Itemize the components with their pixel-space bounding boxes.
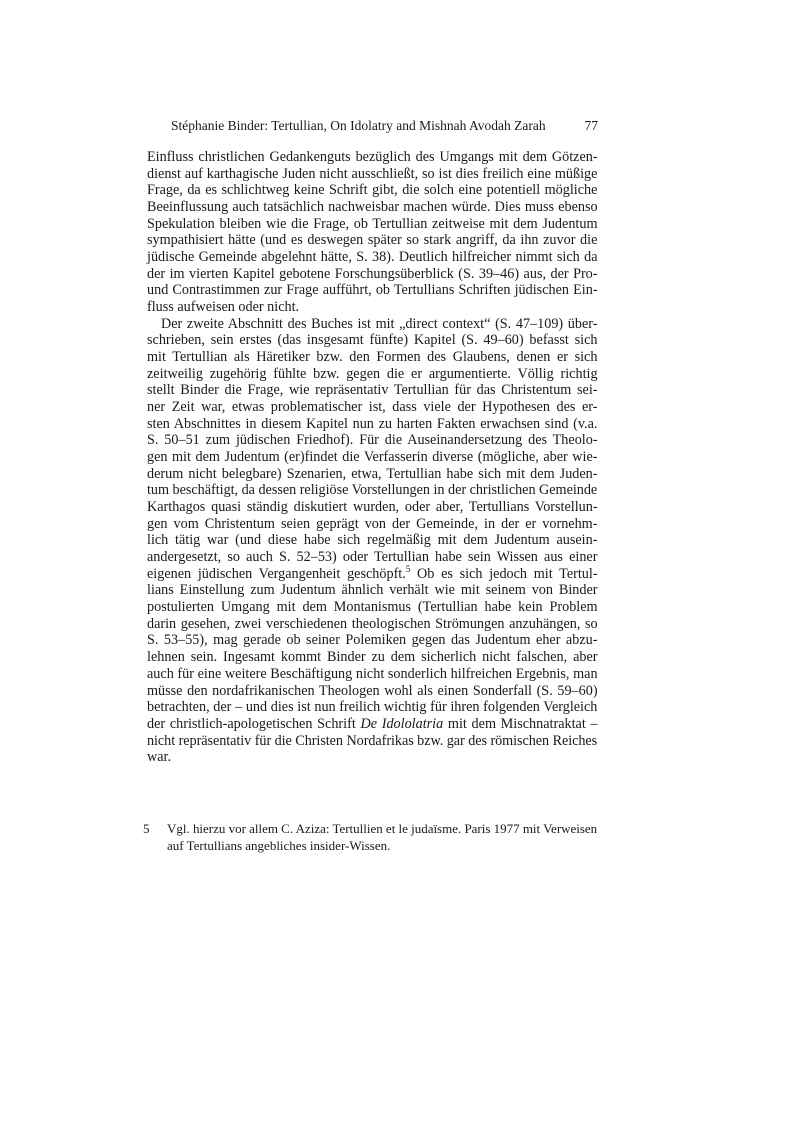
line-text: Karthagos quasi ständig diskutiert wurden, oder aber, Tertullians Vorstellun- [147,499,598,516]
text-line [147,149,598,166]
line-text: war. [147,749,172,766]
line-text: Der zweite Abschnitt des Buches ist mit „direct context“ (S. 47–109) über- [161,315,598,332]
text-line [147,616,598,633]
text-line [147,666,598,683]
text-line [147,316,598,333]
footnote-line-text: auf Tertullians angebliches insider-Wissen. [167,837,391,853]
line-text: lich tätig war (und diese habe sich regelmäßig mit dem Judentum ausein- [147,532,598,549]
line-segment: eigenen jüdischen Vergangenheit geschöpft. [147,565,406,582]
line-text: gen mit dem Judentum (er)findet die Verfasserin diverse (mögliche, aber wie- [147,449,598,466]
line-text: lians Einstellung zum Judentum ähnlich verhält wie mit seinem von Binder [147,582,598,599]
text-line [147,716,598,733]
footnote-line [167,838,598,855]
paragraph [147,316,598,766]
text-line [147,332,598,349]
text-line [147,416,598,433]
line-text: Einfluss christlichen Gedankenguts bezüglich des Umgangs mit dem Götzen- [147,149,598,165]
line-text: nicht repräsentativ für die Christen Nordafrikas bzw. gar des römischen Reiches [147,732,598,749]
text-line [147,349,598,366]
line-segment: mit dem Mischnatraktat – [443,715,598,732]
line-text: postulierten Umgang mit dem Montanismus (Tertullian habe kein Problem [147,599,598,616]
line-text: Spekulation bleiben wie die Frage, ob Tertullian zeitweise mit dem Judentum [147,215,598,232]
body-text [147,149,598,766]
text-line [147,466,598,483]
text-line [147,649,598,666]
line-text: stellt Binder die Frage, wie repräsentativ Tertullian für das Christentum sei- [147,382,598,399]
line-text: mit Tertullian als Häretiker bzw. den Formen des Glaubens, denen er sich [147,349,598,366]
line-text: Beeinflussung auch tatsächlich nachweisbar machen würde. Dies muss ebenso [147,199,598,216]
paragraph [147,149,598,316]
line-text: auch für eine weitere Beschäftigung nicht sonderlich hilfreichen Ergebnis, man [147,665,598,682]
text-line [147,632,598,649]
line-text: gen vom Christentum seien geprägt von der Gemeinde, in der er vornehm- [147,515,598,532]
text-line [147,382,598,399]
line-text: müsse den nordafrikanischen Theologen wohl als einen Sonderfall (S. 59–60) [147,682,598,699]
text-line [147,232,598,249]
footnote-number: 5 [143,821,150,836]
line-text: der im vierten Kapitel gebotene Forschungsüberblick (S. 39–46) aus, der Pro- [147,265,598,282]
text-line [147,499,598,516]
line-text: Frage, da es schlichtweg keine Schrift gibt, die solch eine potentiell mögliche [147,182,598,199]
text-line [147,449,598,466]
footnote-line-text: Vgl. hierzu vor allem C. Aziza: Tertullien et le judaïsme. Paris 1977 mit Verweisen [167,821,598,836]
line-text: lehnen sein. Ingesamt kommt Binder zu dem sicherlich nicht falschen, aber [147,649,598,666]
text-line [147,216,598,233]
text-line [147,532,598,549]
running-title: Stéphanie Binder: Tertullian, On Idolatry and Mishnah Avodah Zarah [171,118,546,133]
line-text: und Contrastimmen zur Frage aufführt, ob Tertullians Schriften jüdischen Ein- [147,282,598,299]
line-text: derum nicht belegbare) Szenarien, etwa, Tertullian habe sich mit dem Juden- [147,465,598,482]
text-line [147,166,598,183]
line-text: S. 50–51 zum jüdischen Friedhof). Für die Auseinandersetzung des Theolo- [147,432,598,449]
text-line [147,199,598,216]
text-line [147,549,598,566]
footnote-text [167,821,598,854]
line-text: sten Abschnittes in diesem Kapitel nun zu harten Fakten erwachsen sind (v.a. [147,415,598,432]
line-segment: Ob es sich jedoch mit Tertul- [410,565,598,582]
text-line [147,249,598,266]
text-line [147,733,598,750]
text-line [147,482,598,499]
running-head [147,118,598,136]
footnote-reference: 5 [405,563,411,574]
line-text: darin gesehen, zwei verschiedenen theologischen Strömungen anzuhängen, so [147,615,598,632]
text-line [147,266,598,283]
text-line [147,366,598,383]
line-text: jüdische Gemeinde abgelehnt hätte, S. 38). Deutlich hilfreicher nimmt sich da [147,249,598,266]
text-line [147,432,598,449]
text-line [147,749,598,766]
line-text: betrachten, der – und dies ist nun freilich wichtig für ihren folgenden Vergleich [147,699,598,716]
text-line [147,683,598,700]
line-text: schrieben, sein erstes (das insgesamt fünfte) Kapitel (S. 49–60) befasst sich [147,332,598,349]
line-text: andergesetzt, so auch S. 52–53) oder Tertullian habe sein Wissen aus einer [147,549,598,566]
line-segment: der christlich-apologetischen Schrift [147,715,361,732]
line-text: ner Zeit war, etwas problematischer ist, dass viele der Hypothesen des er- [147,399,598,416]
text-line [147,599,598,616]
text-line [147,182,598,199]
line-text [147,716,598,733]
italic-title: De Idololatria [360,715,444,732]
text-line [147,582,598,599]
text-line [147,299,598,316]
footnote-line [167,821,598,838]
text-line [147,399,598,416]
text-line [147,699,598,716]
line-text [147,563,598,583]
line-text: S. 53–55), mag gerade ob seiner Polemiken gegen das Judentum eher abzu- [147,632,598,649]
text-line [147,563,598,583]
line-text: zeitweilig zugehörig fühlte bzw. gegen die er argumentierte. Völlig richtig [147,365,598,382]
line-text: fluss aufweisen oder nicht. [147,299,300,316]
line-text: sympathisiert hätte (und es deswegen später so stark angriff, da ihn zuvor die [147,232,598,249]
line-text: dienst auf karthagische Juden nicht ausschließt, so ist dies freilich eine müßige [147,165,598,182]
page-number: 77 [584,118,598,133]
text-line [147,516,598,533]
line-text: tum beschäftigt, da dessen religiöse Vorstellungen in der christlichen Gemeinde [147,482,598,499]
text-line [147,282,598,299]
